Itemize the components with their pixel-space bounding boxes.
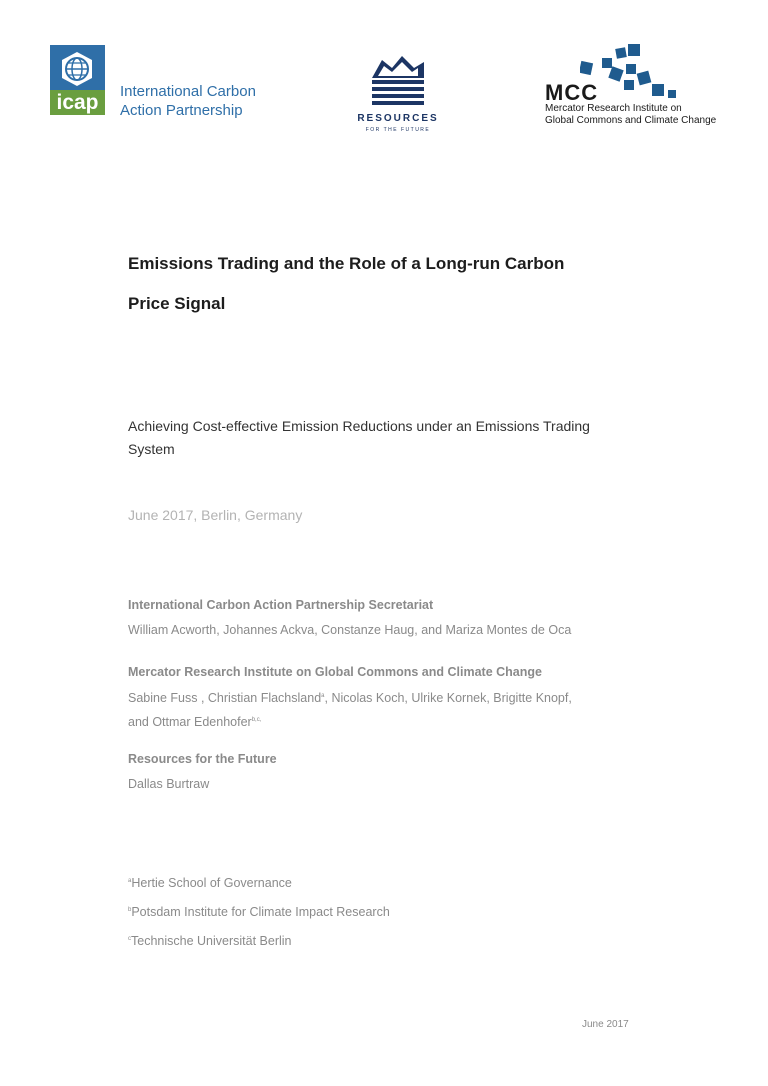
- mcc-name-line1: Mercator Research Institute on: [545, 103, 682, 114]
- org-mcc-name: Mercator Research Institute on Global Commons and Climate Change: [128, 665, 542, 679]
- rff-logo-sub: FOR THE FUTURE: [365, 127, 431, 133]
- org-rff-name: Resources for the Future: [128, 752, 277, 766]
- title-line2: Price Signal: [128, 294, 226, 313]
- document-title: [128, 244, 628, 324]
- icap-name-line2: Action Partnership: [120, 102, 243, 119]
- org-rff-authors: Dallas Burtraw: [128, 777, 210, 791]
- affiliation-c: $^c$Technische Universität Berlin: [128, 934, 292, 948]
- org-mcc-authors-line2: and Ottmar Edenhofer$^{b,c,}$: [128, 715, 262, 730]
- icap-logo-word: icap: [50, 90, 105, 115]
- title-line1: Emissions Trading and the Role of a Long-run Carbon: [128, 254, 565, 273]
- footer-date: June 2017: [582, 1019, 629, 1030]
- org-icap-name: International Carbon Action Partnership Secretariat: [128, 598, 434, 612]
- globe-icon: [59, 51, 95, 87]
- rff-logo-mark: [368, 54, 428, 110]
- document-subtitle: [128, 415, 618, 461]
- icap-logo: [50, 45, 105, 115]
- org-mcc-authors-line1: Sabine Fuss , Christian Flachsland$^a$, Nicolas Koch, Ulrike Kornek, Brigitte Knopf,: [128, 691, 572, 706]
- mcc-logo-word: MCC: [545, 80, 599, 105]
- subtitle-line1: Achieving Cost-effective Emission Reductions under an Emissions Trading: [128, 418, 590, 434]
- mcc-logo-name: [545, 103, 716, 127]
- org-icap-authors: William Acworth, Johannes Ackva, Constanze Haug, and Mariza Montes de Oca: [128, 623, 572, 637]
- org-mcc-authors: [128, 685, 608, 733]
- icap-logo-name: [120, 82, 256, 120]
- subtitle-line2: System: [128, 441, 175, 457]
- affiliation-b: $^b$Potsdam Institute for Climate Impact Research: [128, 905, 390, 919]
- mcc-name-line2: Global Commons and Climate Change: [545, 115, 717, 126]
- icap-name-line1: International Carbon: [120, 83, 256, 100]
- document-date: June 2017, Berlin, Germany: [128, 507, 303, 523]
- rff-logo-word: RESOURCES: [357, 113, 439, 124]
- affiliation-a: $^a$Hertie School of Governance: [128, 876, 292, 890]
